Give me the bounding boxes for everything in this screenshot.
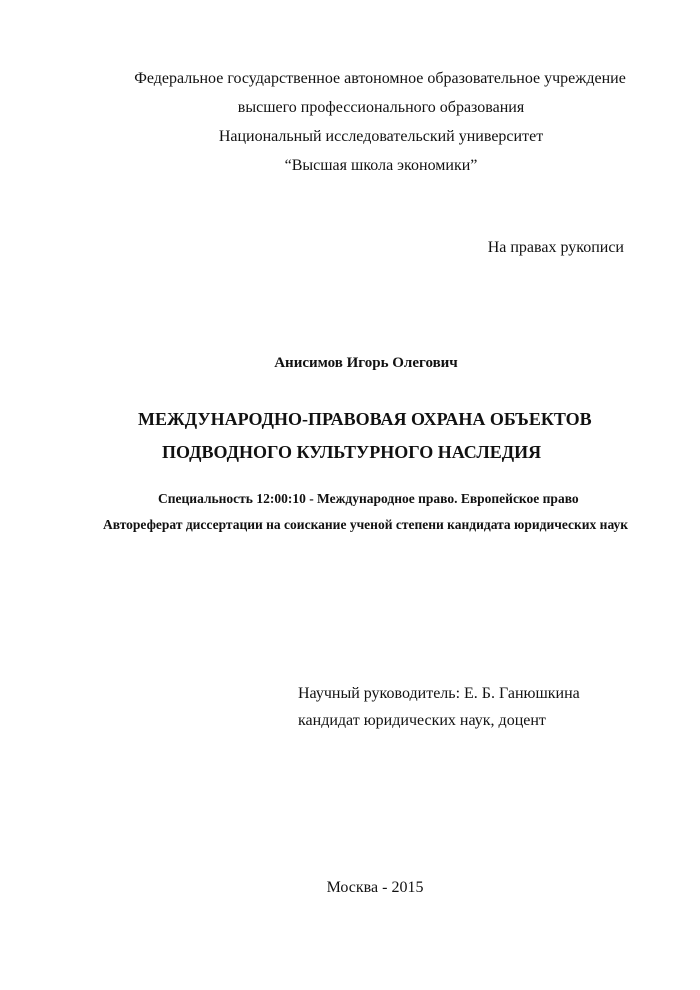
institution-line-4: “Высшая школа экономики” [284, 157, 478, 174]
abstract-note: Автореферат диссертации на соискание ученой степени кандидата юридических наук [103, 517, 629, 532]
institution-header [0, 64, 700, 180]
institution-line-3: Национальный исследовательский университет [218, 128, 544, 145]
specialty-line: Специальность 12:00:10 - Международное право. Европейское право [158, 491, 579, 506]
title-line-1: МЕЖДУНАРОДНО-ПРАВОВАЯ ОХРАНА ОБЪЕКТОВ [138, 409, 592, 429]
supervisor-degree: кандидат юридических наук, доцент [298, 712, 546, 729]
title-line-2: ПОДВОДНОГО КУЛЬТУРНОГО НАСЛЕДИЯ [162, 442, 542, 462]
supervisor-line: Научный руководитель: Е. Б. Ганюшкина [298, 685, 580, 702]
manuscript-note: На правах рукописи [487, 239, 624, 256]
institution-line-2: высшего профессионального образования [237, 99, 525, 116]
city-year: Москва - 2015 [326, 879, 424, 896]
institution-line-1: Федеральное государственное автономное образовательное учреждение [134, 70, 626, 87]
author-name: Анисимов Игорь Олегович [274, 355, 458, 371]
